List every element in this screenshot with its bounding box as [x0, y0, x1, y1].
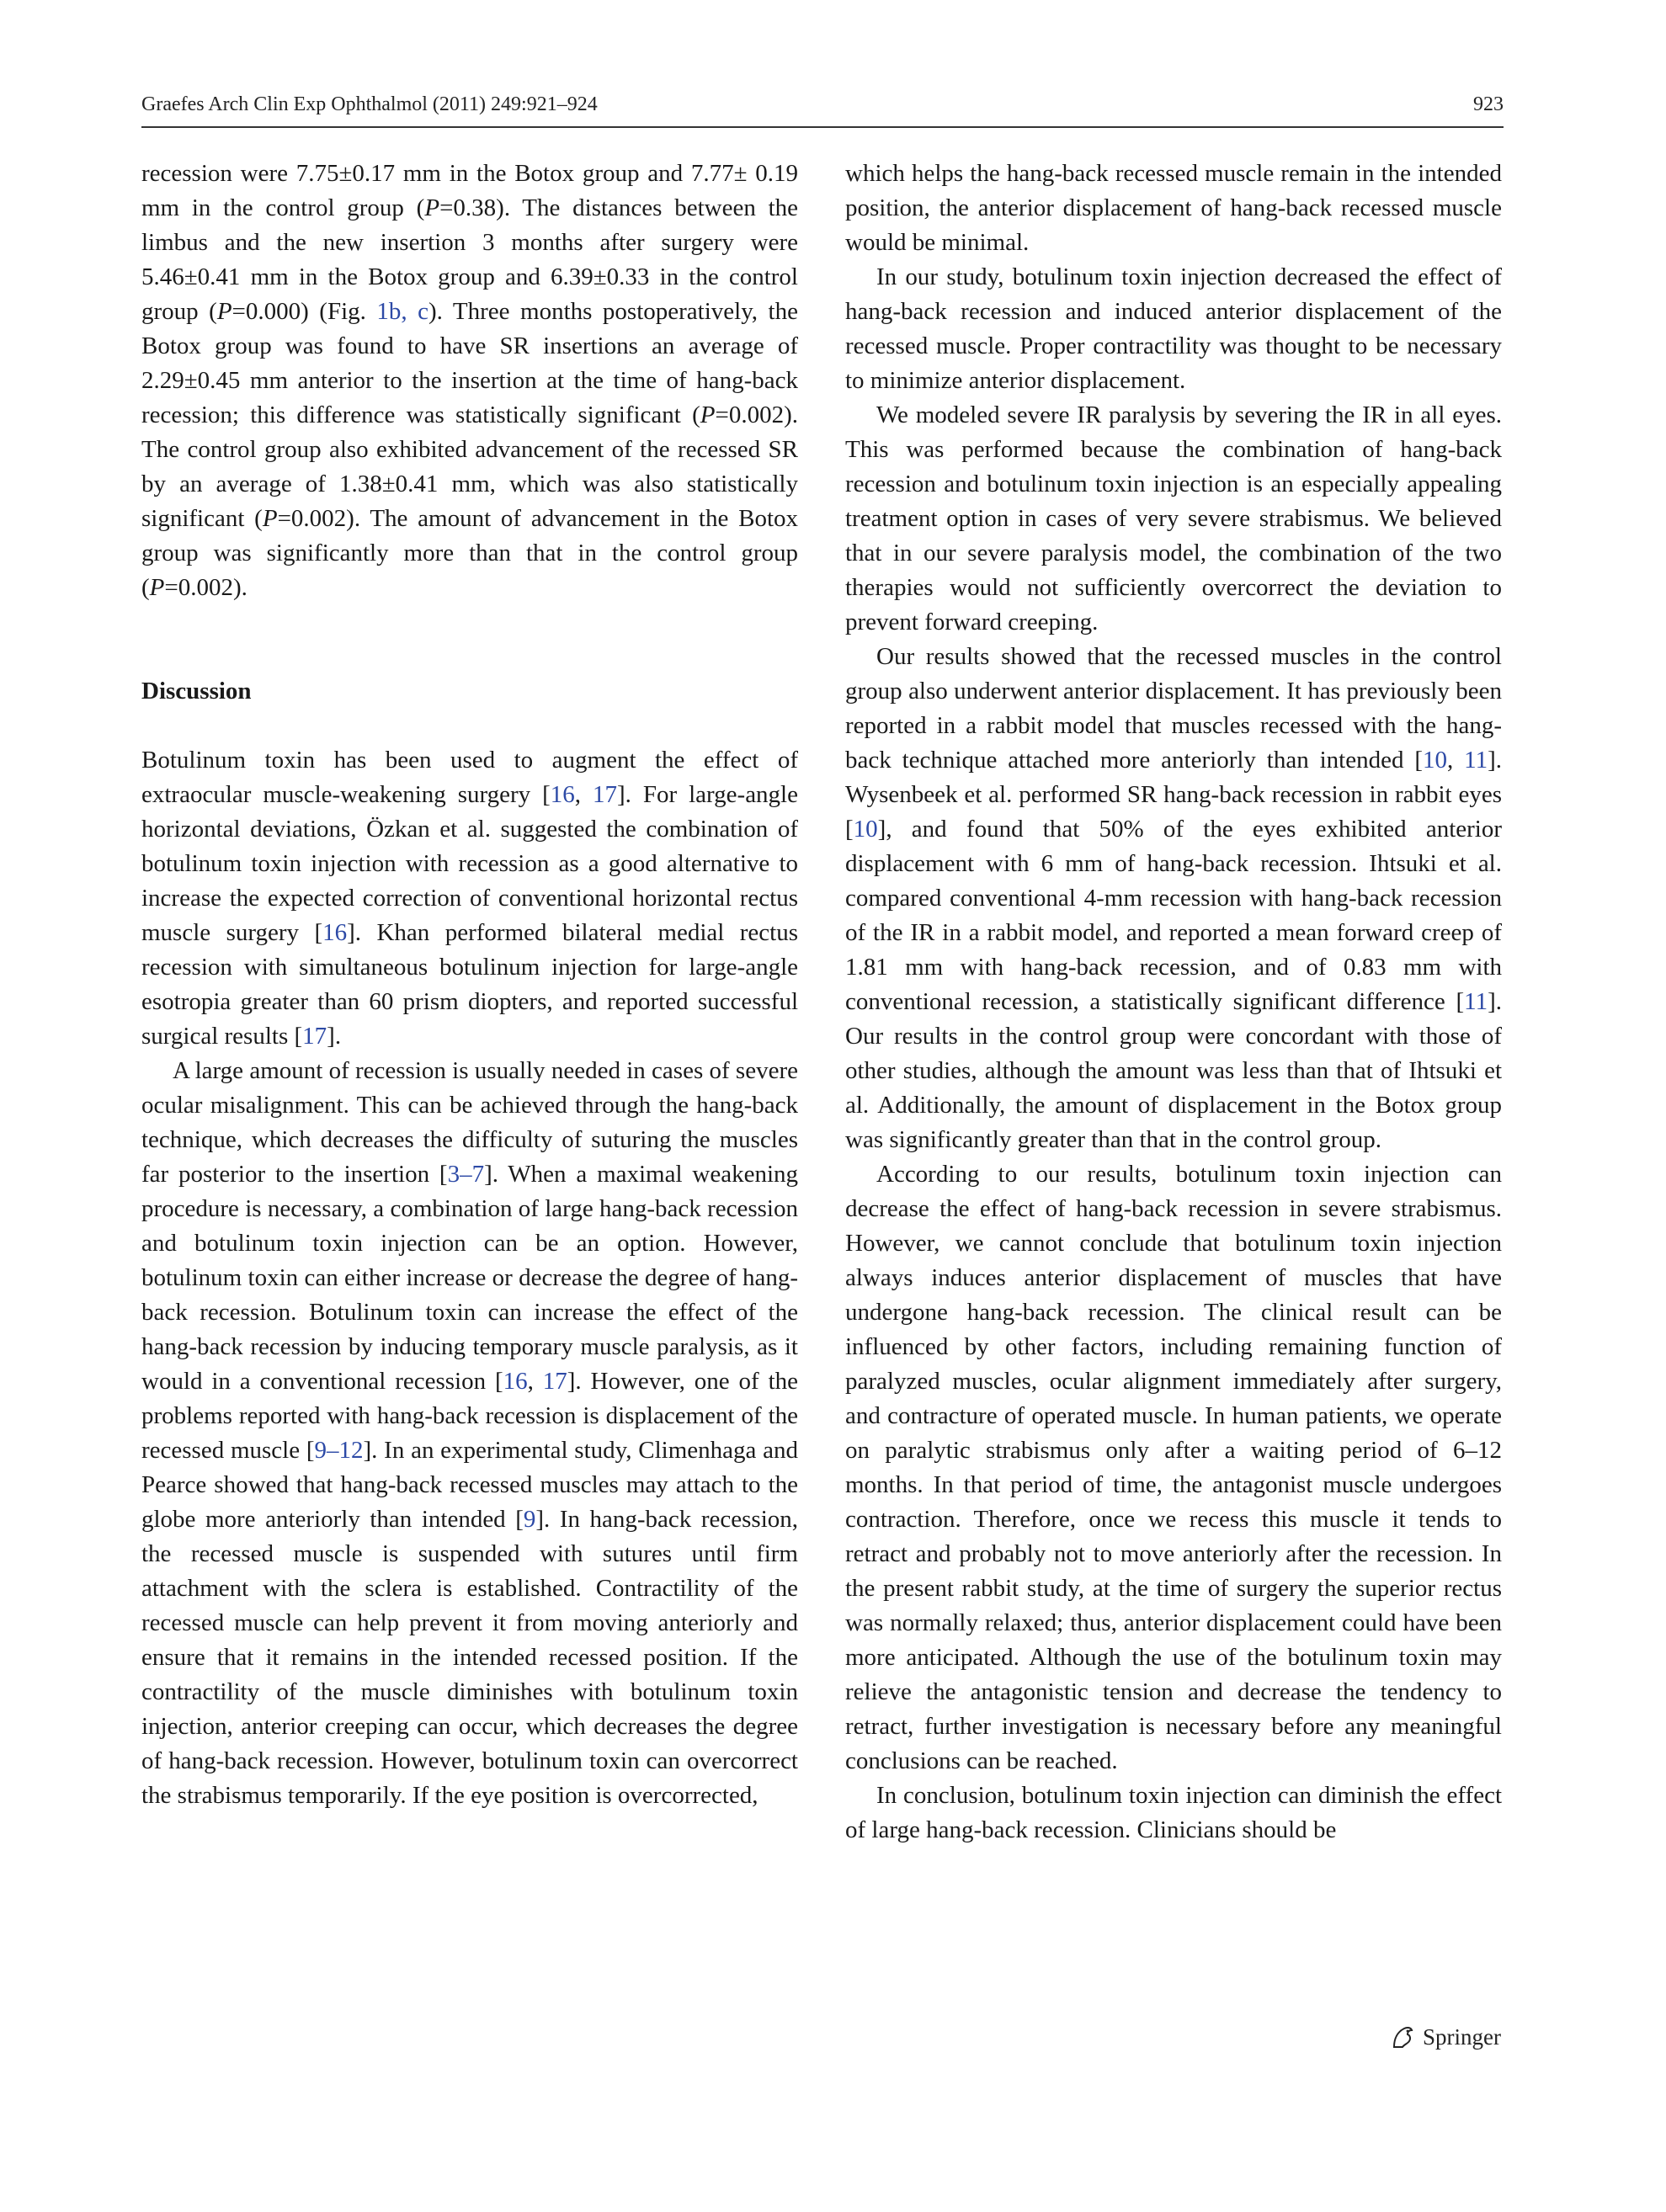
citation-link[interactable]: 3–7 [447, 1161, 485, 1188]
citation-link[interactable]: 16 [322, 919, 348, 946]
discussion-paragraph-3: which helps the hang-back recessed muscle remain in the intended position, the anterior displacement of hang-back recessed muscle would be minimal. [845, 160, 1502, 256]
discussion-heading: Discussion [141, 678, 252, 705]
discussion-paragraph-6: Our results showed that the recessed muscles in the control group also underwent anterior displacement. It has previously been reported in a rabbit model that muscles recessed with the hang-back technique attached more anteriorly than intended [10, 11]. Wysenbeek et al. performed SR hang-back recession in rabbit eyes [10], and found that 50% of the eyes exhibited anterior displacement with 6 mm of hang-back recession. Ihtsuki et al. compared conventional 4-mm recession with hang-back recession of the IR in a rabbit model, and reported a mean forward creep of 1.81 mm with hang-back recession, and of 0.83 mm with conventional recession, a statistically significant difference [11]. Our results in the control group were concordant with those of other studies, although the amount was less than that of Ihtsuki et al. Additionally, the amount of displacement in the Botox group was significantly greater than that in the control group. [845, 643, 1502, 1153]
citation-link[interactable]: 17 [302, 1023, 327, 1050]
publisher-mark [1389, 2020, 1507, 2054]
citation-link[interactable]: 16 [550, 781, 575, 808]
section-spacer [141, 605, 798, 674]
section-spacer [141, 709, 798, 743]
conclusion-paragraph: In conclusion, botulinum toxin injection can diminish the effect of large hang-back recession. Clinicians should be [845, 1782, 1502, 1843]
journal-citation: Graefes Arch Clin Exp Ophthalmol (2011) 249:921–924 [141, 93, 598, 115]
discussion-paragraph-4: In our study, botulinum toxin injection decreased the effect of hang-back recession and induced anterior displacement of the recessed muscle. Proper contractility was thought to be necessary to minimize anterior displacement. [845, 263, 1502, 394]
results-paragraph: recession were 7.75±0.17 mm in the Botox group and 7.77± 0.19 mm in the control group (P=0.38). The distances between the limbus and the new insertion 3 months after surgery were 5.46±0.41 mm in the Botox group and 6.39±0.33 in the control group (P=0.000) (Fig. 1b, c). Three months postoperatively, the Botox group was found to have SR insertions an average of 2.29±0.45 mm anterior to the insertion at the time of hang-back recession; this difference was statistically significant (P=0.002). The control group also exhibited advancement of the recessed SR by an average of 1.38±0.41 mm, which was also statistically significant (P=0.002). The amount of advancement in the Botox group was significantly more than that in the control group (P=0.002). [141, 160, 799, 601]
header-rule [141, 126, 1504, 128]
citation-link[interactable]: 17 [593, 781, 617, 808]
discussion-paragraph-7: According to our results, botulinum toxin injection can decrease the effect of hang-back recession in severe strabismus. However, we cannot conclude that botulinum toxin injection always induces anterior displacement of muscles that have undergone hang-back recession. The clinical result can be influenced by other factors, including remaining function of paralyzed muscles, ocular alignment immediately after surgery, and contracture of operated muscle. In human patients, we operate on paralytic strabismus only after a waiting period of 6–12 months. In that period of time, the antagonist muscle undergoes contraction. Therefore, once we recess this muscle it tends to retract and probably not to move anteriorly after the recession. In the present rabbit study, at the time of surgery the superior rectus was normally relaxed; thus, anterior displacement could have been more anticipated. Although the use of the botulinum toxin may relieve the antagonistic tension and decrease the tendency to retract, further investigation is necessary before any meaningful conclusions can be reached. [845, 1161, 1502, 1774]
publisher-name: Springer [1423, 2024, 1501, 2050]
left-column [141, 157, 798, 1813]
citation-link[interactable]: 9 [523, 1506, 536, 1533]
citation-link[interactable]: 17 [542, 1368, 567, 1395]
discussion-paragraph-2: A large amount of recession is usually needed in cases of severe ocular misalignment. This can be achieved through the hang-back technique, which decreases the difficulty of suturing the muscles far posterior to the insertion [3–7]. When a maximal weakening procedure is necessary, a combination of large hang-back recession and botulinum toxin injection can be an option. However, botulinum toxin can either increase or decrease the degree of hang-back recession. Botulinum toxin can increase the effect of the hang-back recession by inducing temporary muscle paralysis, as it would in a conventional recession [16, 17]. However, one of the problems reported with hang-back recession is displacement of the recessed muscle [9–12]. In an experimental study, Climenhaga and Pearce showed that hang-back recessed muscles may attach to the globe more anteriorly than intended [9]. In hang-back recession, the recessed muscle is suspended with sutures until firm attachment with the sclera is established. Contractility of the recessed muscle can help prevent it from moving anteriorly and ensure that it remains in the intended recessed position. If the contractility of the muscle diminishes with botulinum toxin injection, anterior creeping can occur, which decreases the degree of hang-back recession. However, botulinum toxin can overcorrect the strabismus temporarily. If the eye position is overcorrected, [141, 1057, 798, 1809]
citation-link[interactable]: 11 [1464, 747, 1488, 774]
citation-link[interactable]: 16 [503, 1368, 528, 1395]
citation-link[interactable]: 10 [1423, 747, 1447, 774]
page-number: 923 [1473, 93, 1504, 115]
citation-link[interactable]: 10 [853, 816, 878, 843]
discussion-paragraph-1: Botulinum toxin has been used to augment the effect of extraocular muscle-weakening surgery [16, 17]. For large-angle horizontal deviations, Özkan et al. suggested the combination of botulinum toxin injection with recession as a good alternative to increase the expected correction of conventional horizontal rectus muscle surgery [16]. Khan performed bilateral medial rectus recession with simultaneous botulinum injection for large-angle esotropia greater than 60 prism diopters, and reported successful surgical results [17]. [141, 747, 799, 1050]
running-header [141, 88, 1504, 121]
discussion-paragraph-5: We modeled severe IR paralysis by severing the IR in all eyes. This was performed because the combination of hang-back recession and botulinum toxin injection is an especially appealing treatment option in cases of very severe strabismus. We believed that in our severe paralysis model, the combination of the two therapies would not sufficiently overcorrect the deviation to prevent forward creeping. [845, 401, 1502, 635]
citation-link[interactable]: 9–12 [314, 1437, 364, 1464]
right-column [845, 157, 1502, 1848]
springer-horse-icon [1389, 2023, 1416, 2050]
citation-link[interactable]: 11 [1464, 988, 1488, 1015]
figure-reference-link[interactable]: 1b, c [376, 298, 429, 325]
